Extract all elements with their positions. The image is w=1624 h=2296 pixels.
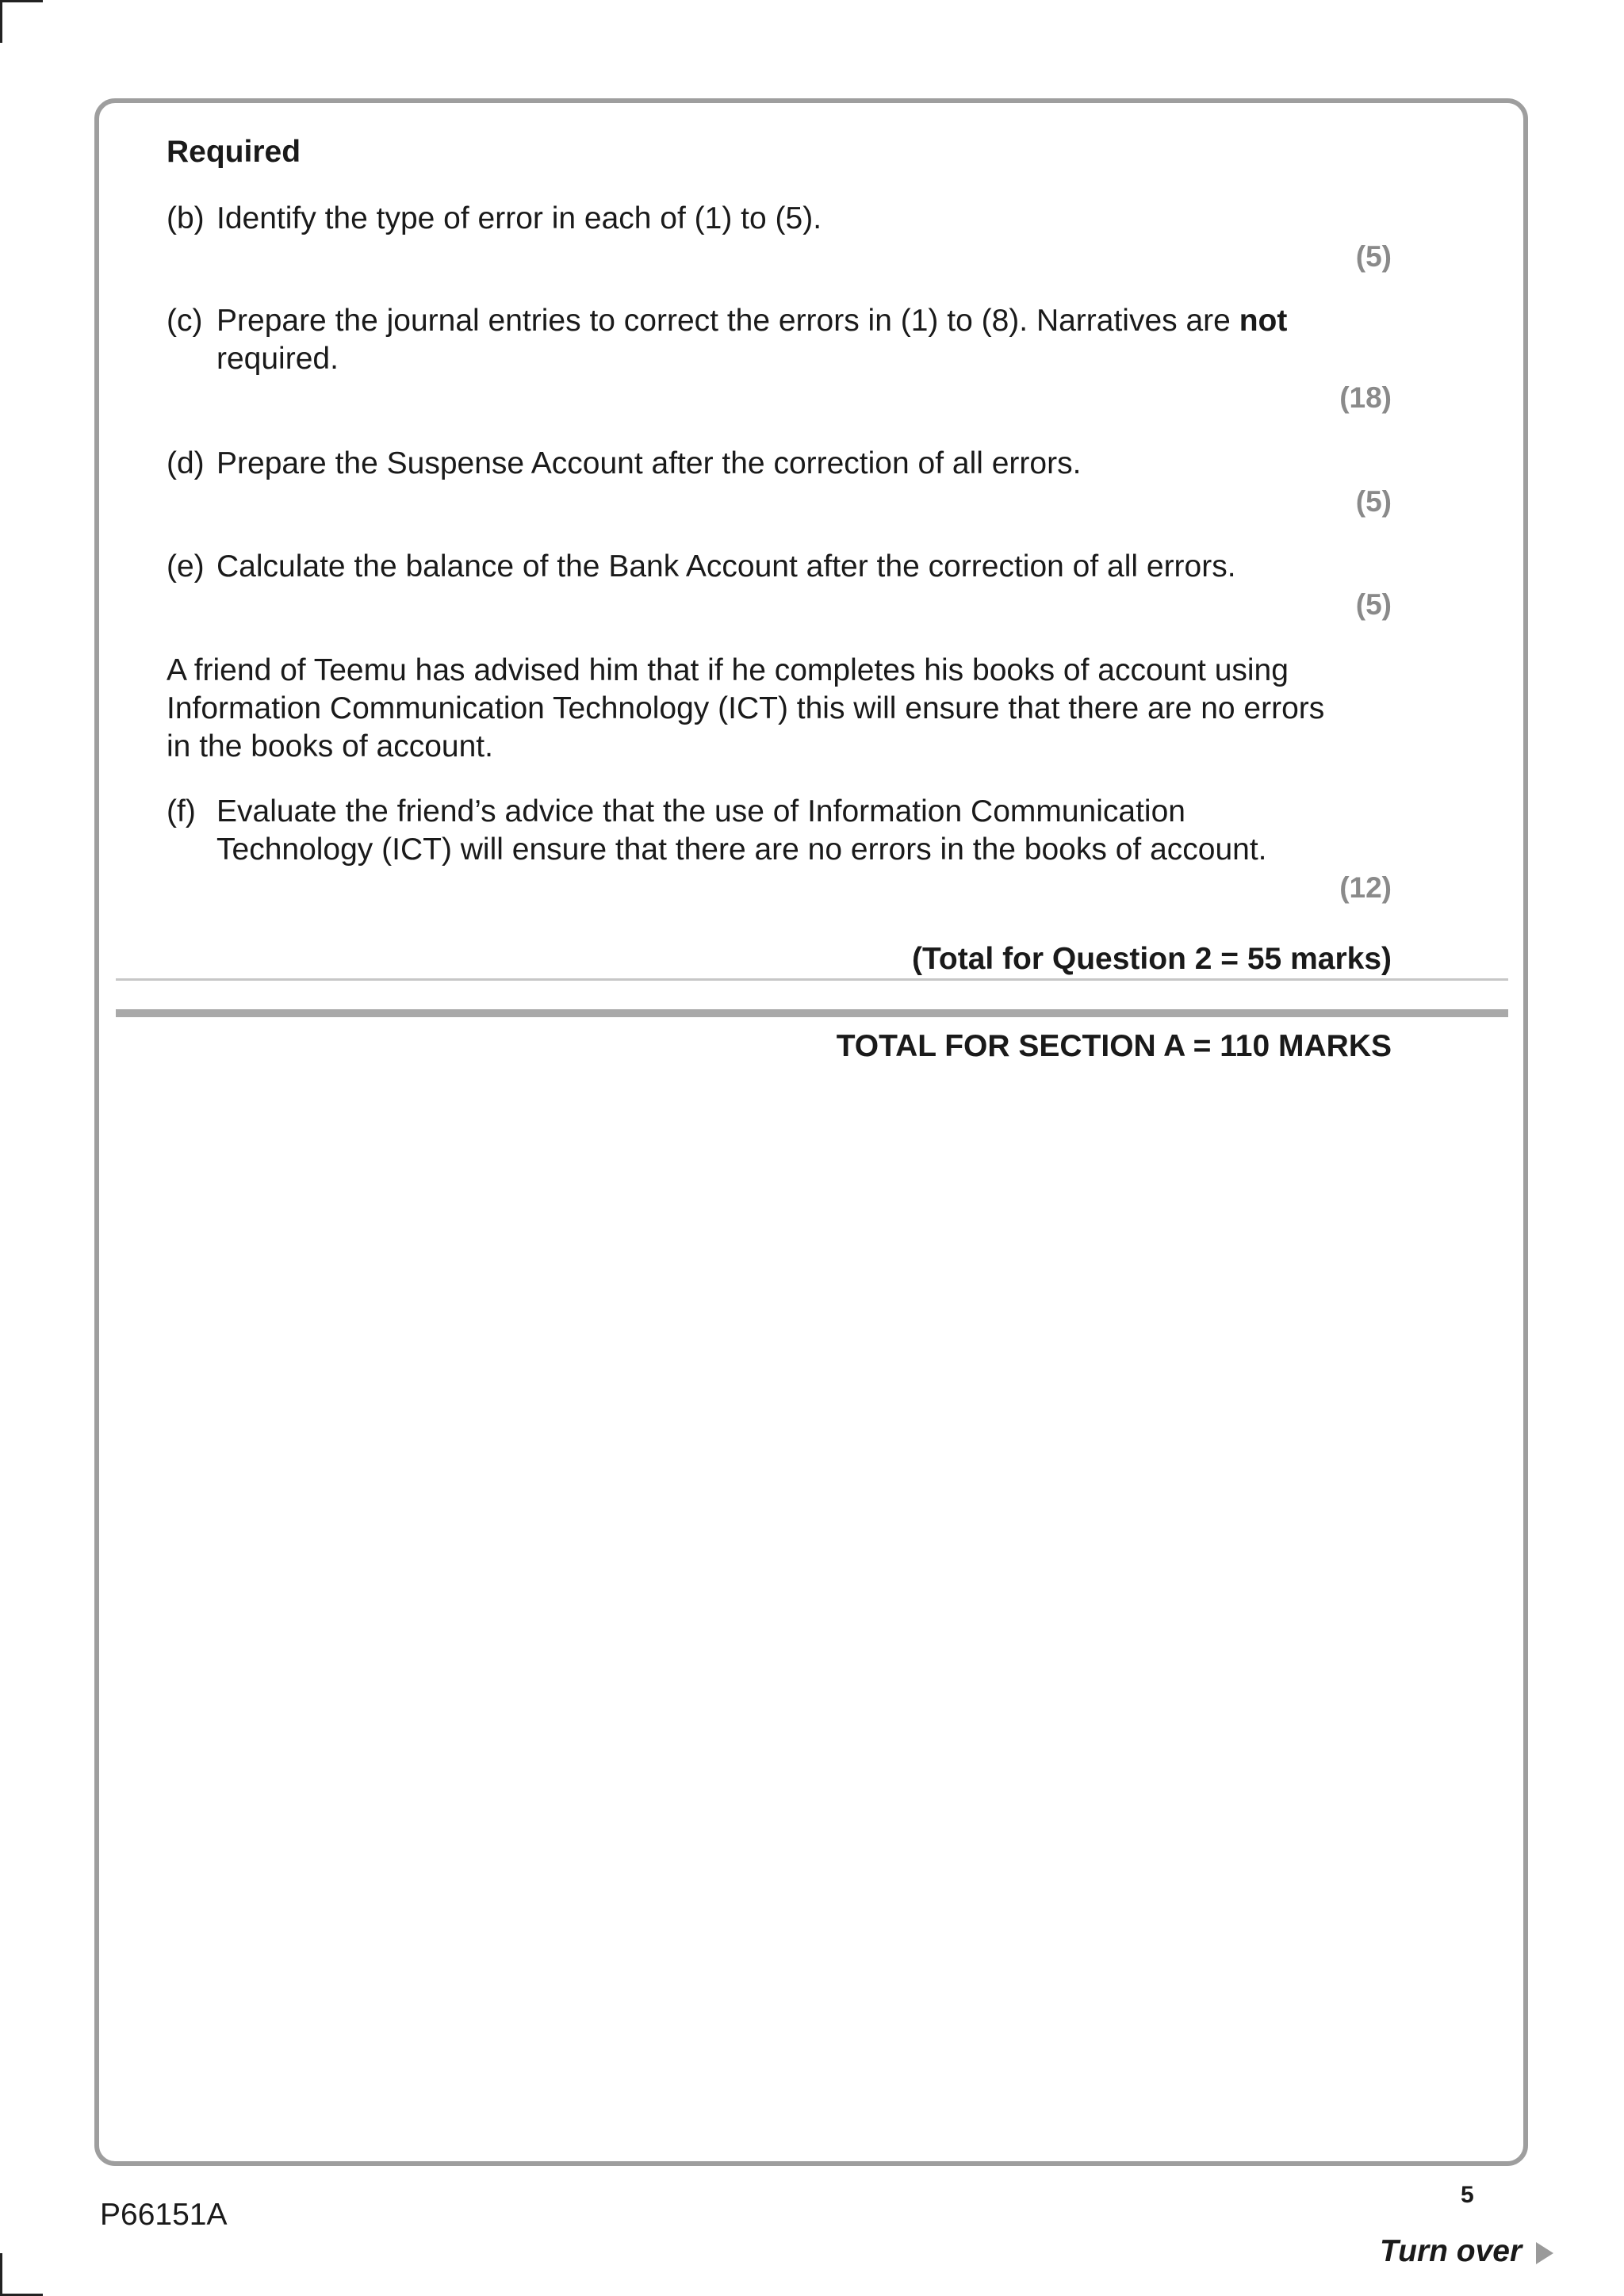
question-c-text: Prepare the journal entries to correct the errors in (1) to (8). Narratives are <box>216 304 1239 338</box>
divider-thick <box>116 1009 1508 1017</box>
question-f-line-2: Technology (ICT) will ensure that there are no errors in the books of account. <box>216 832 1267 867</box>
section-total: TOTAL FOR SECTION A = 110 MARKS <box>836 1029 1392 1063</box>
content-frame <box>94 98 1528 2166</box>
question-f-label: (f) <box>167 794 196 828</box>
question-b-text: Identify the type of error in each of (1) to (5). <box>216 201 822 235</box>
question-c-line-2: required. <box>216 342 339 376</box>
page-number: 5 <box>1461 2182 1474 2208</box>
question-f-marks: (12) <box>1339 871 1392 904</box>
question-e-label: (e) <box>167 549 205 584</box>
question-b-label: (b) <box>167 201 205 235</box>
question-total: (Total for Question 2 = 55 marks) <box>911 942 1392 976</box>
question-e-text: Calculate the balance of the Bank Account after the correction of all errors. <box>216 549 1236 584</box>
turn-over <box>1380 2234 1553 2269</box>
question-d-marks: (5) <box>1355 485 1392 518</box>
question-c-label: (c) <box>167 304 203 338</box>
question-d-label: (d) <box>167 446 205 480</box>
question-d-text: Prepare the Suspense Account after the correction of all errors. <box>216 446 1082 480</box>
required-heading: Required <box>167 135 301 169</box>
crop-mark-top-left-h <box>0 0 43 2</box>
scenario-paragraph-line-1: A friend of Teemu has advised him that if he completes his books of account using <box>167 653 1289 687</box>
divider-thin <box>116 978 1508 981</box>
arrow-right-icon <box>1536 2242 1553 2264</box>
scenario-paragraph-line-3: in the books of account. <box>167 729 493 763</box>
question-c-line-1 <box>216 302 1287 340</box>
paper-code: P66151A <box>100 2198 228 2232</box>
turn-over-label: Turn over <box>1380 2234 1522 2268</box>
scenario-paragraph-line-2: Information Communication Technology (ICT) this will ensure that there are no errors <box>167 691 1325 725</box>
question-e-marks: (5) <box>1355 588 1392 621</box>
question-f-line-1: Evaluate the friend’s advice that the use of Information Communication <box>216 794 1185 828</box>
question-b-marks: (5) <box>1355 240 1392 273</box>
question-c-emphasis: not <box>1239 304 1288 338</box>
crop-mark-bottom-left-v <box>0 2253 2 2296</box>
crop-mark-top-left-v <box>0 0 2 43</box>
question-c-marks: (18) <box>1339 381 1392 414</box>
